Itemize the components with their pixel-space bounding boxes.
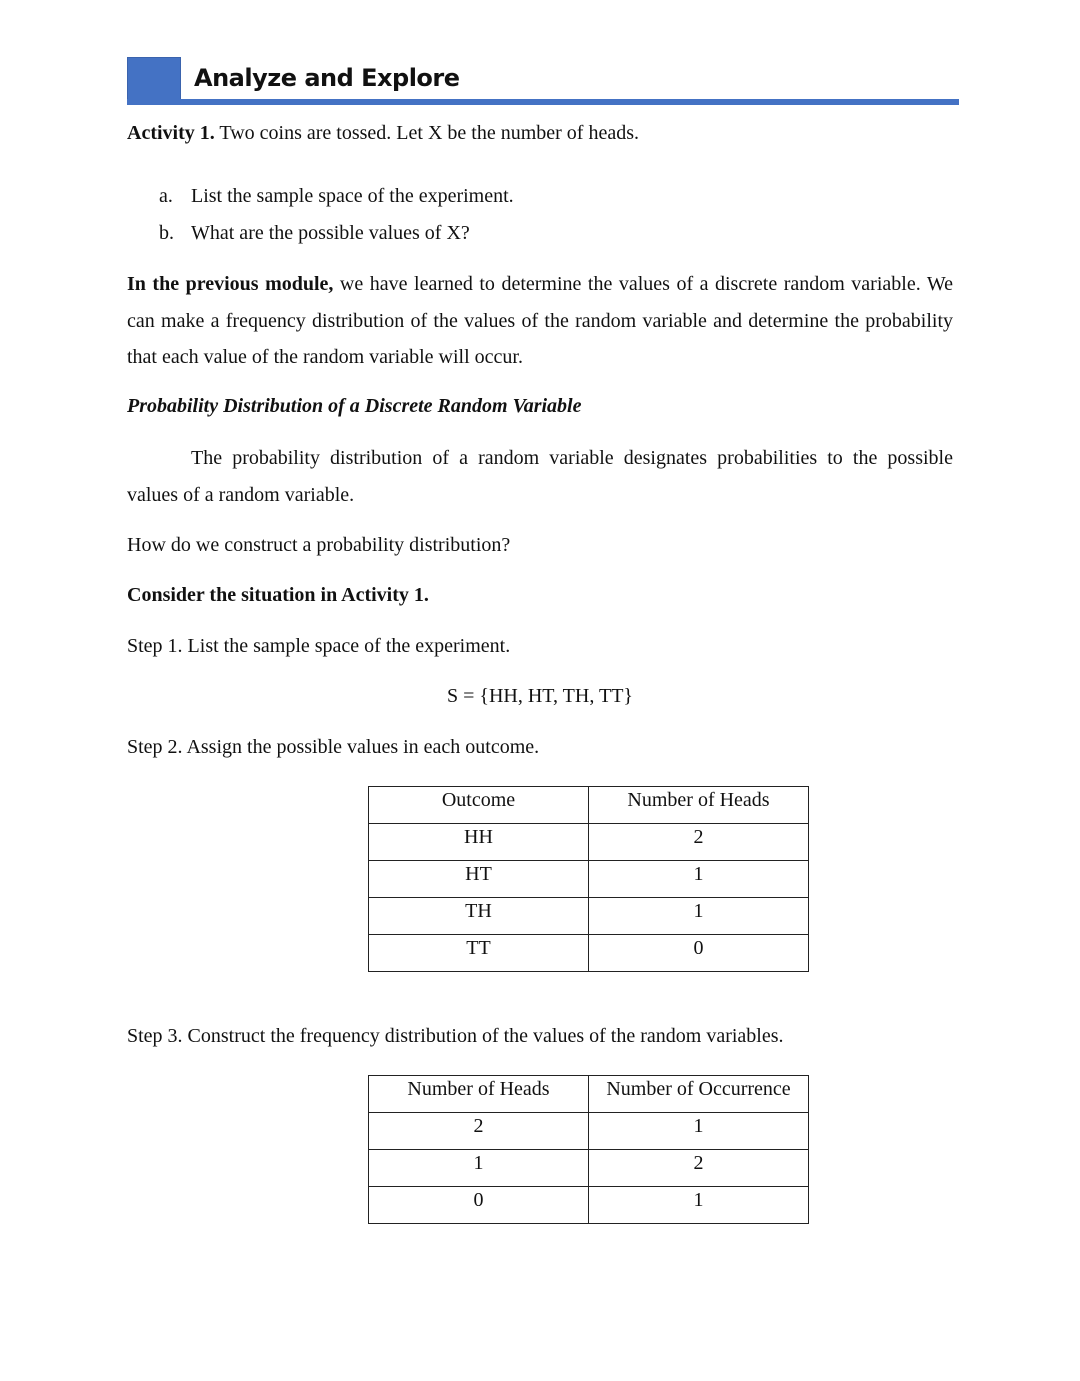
header-cell: Number of Occurrence <box>589 1076 809 1113</box>
table-row <box>369 1150 809 1187</box>
table-cell: 2 <box>589 1150 809 1187</box>
sample-space: S = {HH, HT, TH, TT} <box>446 685 634 707</box>
header-accent-square <box>127 57 181 104</box>
list-marker: a. <box>159 185 173 207</box>
list-text: What are the possible values of X? <box>191 222 470 244</box>
list-marker: b. <box>159 222 174 244</box>
table-cell: HT <box>369 861 589 898</box>
table-header-row <box>369 787 809 824</box>
table-cell: TT <box>369 935 589 972</box>
header-accent-bar <box>127 99 959 105</box>
step3-text: Step 3. Construct the frequency distribution of the values of the random variables. <box>127 1025 784 1047</box>
activity-text: Two coins are tossed. Let X be the number of heads. <box>214 122 639 144</box>
list-item <box>159 222 470 245</box>
table-row <box>369 935 809 972</box>
header-cell: Number of Heads <box>589 787 809 824</box>
header-cell: Number of Heads <box>369 1076 589 1113</box>
table-cell: HH <box>369 824 589 861</box>
header-cell: Outcome <box>369 787 589 824</box>
consider-text: Consider the situation in Activity 1. <box>127 584 429 606</box>
table-cell: 0 <box>589 935 809 972</box>
section-header-title: Analyze and Explore <box>194 64 460 92</box>
step2-text: Step 2. Assign the possible values in each outcome. <box>127 736 540 758</box>
list-item <box>159 185 514 208</box>
table-row <box>369 861 809 898</box>
section-title: Probability Distribution of a Discrete Random Variable <box>127 395 582 417</box>
outcome-table <box>368 786 809 972</box>
definition-paragraph: The probability distribution of a random variable designates probabilities to the possible values of a random variable. <box>127 447 953 506</box>
step1-text: Step 1. List the sample space of the experiment. <box>127 635 511 657</box>
table-cell: 1 <box>589 1187 809 1224</box>
question-text: How do we construct a probability distribution? <box>127 534 511 556</box>
intro-text: we have learned to determine the values of a discrete random variable. We can make a frequency distribution of the values of the random variable and determine the probability that each value of the random variable will occur. <box>127 273 954 368</box>
list-text: List the sample space of the experiment. <box>191 185 514 207</box>
table-cell: 2 <box>589 824 809 861</box>
table-cell: 1 <box>589 898 809 935</box>
table-cell: 1 <box>589 1113 809 1150</box>
activity-label: Activity 1. <box>127 122 215 144</box>
table-cell: TH <box>369 898 589 935</box>
intro-paragraph <box>127 266 953 376</box>
table-cell: 2 <box>369 1113 589 1150</box>
table-cell: 1 <box>589 861 809 898</box>
table-row <box>369 824 809 861</box>
frequency-table <box>368 1075 809 1224</box>
table-row <box>369 1113 809 1150</box>
intro-bold: In the previous module, <box>127 273 334 295</box>
activity-statement <box>127 122 639 145</box>
table-row <box>369 898 809 935</box>
table-cell: 1 <box>369 1150 589 1187</box>
table-header-row <box>369 1076 809 1113</box>
table-cell: 0 <box>369 1187 589 1224</box>
table-row <box>369 1187 809 1224</box>
